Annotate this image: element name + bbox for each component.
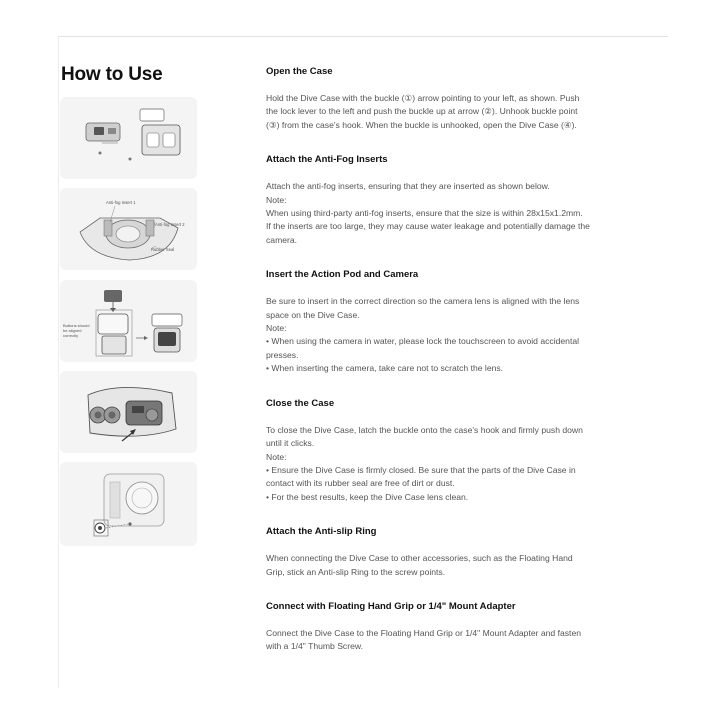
section-heading: Open the Case	[266, 66, 333, 77]
close-case-illustration	[60, 371, 197, 453]
anti-fog-inserts-illustration	[60, 188, 197, 270]
section-close-case	[266, 398, 636, 504]
instructions-content	[266, 66, 636, 654]
section-body: Connect the Dive Case to the Floating Hand Grip or 1/4" Mount Adapter and fasten with a 1/4" Thumb Screw.	[266, 627, 581, 652]
section-heading: Attach the Anti-slip Ring	[266, 526, 377, 538]
section-connect-grip	[266, 601, 636, 654]
fig-label-insert-2: Anti-fog Insert 2	[155, 222, 185, 227]
section-heading: Close the Case	[266, 397, 335, 409]
section-body: To close the Dive Case, latch the buckle onto the case's hook and firmly push down until it clicks. Note: • Ensure the Dive Case is firmly closed. Be sure that the parts of the Dive Case in contact with its rubber seal are free of dirt or dust. • For the best results, keep the Dive Case lens clean.	[266, 424, 583, 502]
section-heading: Connect with Floating Hand Grip or 1/4" Mount Adapter	[266, 600, 516, 612]
section-heading: Attach the Anti-Fog Inserts	[266, 154, 388, 166]
insert-camera-illustration	[60, 280, 197, 362]
page-title: How to Use	[61, 64, 163, 85]
section-body: Hold the Dive Case with the buckle (①) arrow pointing to your left, as shown. Push the lock lever to the left and push the buckle up at arrow (②). Unhook buckle point (③) from the case's hook. When the buckle is unhooked, open the Dive Case (④).	[266, 93, 580, 130]
section-body: When connecting the Dive Case to other accessories, such as the Floating Hand Grip, stick an Anti-slip Ring to the screw points.	[266, 553, 573, 577]
left-divider	[58, 36, 59, 688]
section-heading: Insert the Action Pod and Camera	[266, 269, 419, 281]
section-anti-fog-inserts	[266, 154, 636, 247]
section-body: Attach the anti-fog inserts, ensuring that they are inserted as shown below. Note: When using third-party anti-fog inserts, ensure that the size is within 28x15x1.2mm. If the inserts are too large, they may cause water leakage and potentially damage the camera.	[266, 181, 590, 245]
section-anti-slip-ring	[266, 526, 636, 579]
section-open-case	[266, 66, 636, 132]
open-case-illustration	[60, 97, 197, 179]
fig-label-buttons: Buttons should be aligned correctly	[63, 323, 90, 338]
section-insert-camera	[266, 269, 636, 375]
fig-label-insert-1: Anti-fog Insert 1	[106, 200, 136, 205]
top-divider	[58, 36, 668, 37]
section-body: Be sure to insert in the correct direction so the camera lens is aligned with the lens space on the Dive Case. Note: • When using the camera in water, please lock the touchscreen to avoid accidental presses. • When inserting the camera, take care not to scratch the lens.	[266, 296, 580, 374]
anti-slip-ring-illustration	[60, 462, 197, 546]
fig-label-rubber-seal: Rubber Seal	[151, 247, 175, 252]
